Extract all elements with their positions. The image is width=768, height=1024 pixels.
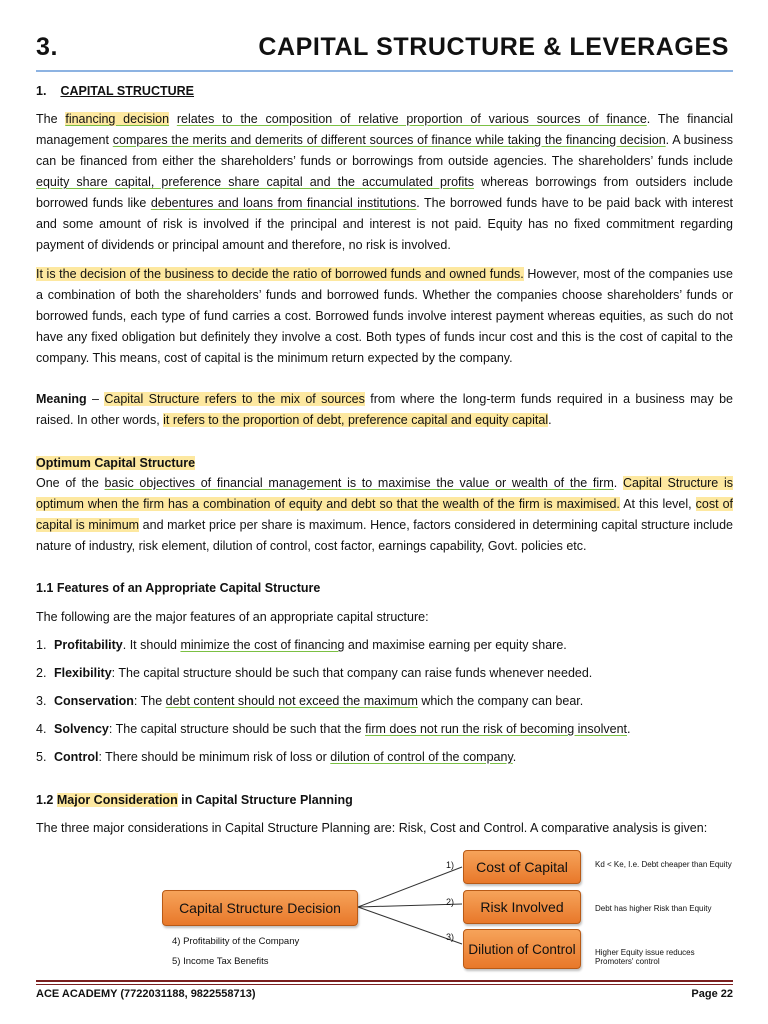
underlined-text: firm does not run the risk of becoming insolvent [365, 722, 627, 736]
branch-note: Debt has higher Risk than Equity [595, 904, 712, 913]
highlight: financing decision [65, 112, 170, 126]
text: . [613, 476, 623, 490]
text: The [36, 112, 66, 126]
feature-item [36, 694, 733, 708]
item-label: Conservation [54, 694, 134, 708]
item-number: 3. [36, 694, 47, 708]
text: . [512, 750, 517, 764]
capital-structure-decision-box: Capital Structure Decision [162, 890, 358, 926]
income-tax-note: 5) Income Tax Benefits [172, 956, 269, 967]
paragraph-financing-decision [36, 109, 733, 256]
section-number: 1. [36, 84, 47, 98]
text: : The capital structure should be such that the [108, 722, 366, 736]
branch-number: 2) [446, 897, 455, 907]
highlight: It is the decision of the business to decide the ratio of borrowed funds and owned funds. [36, 267, 524, 281]
branch-number: 1) [446, 860, 455, 870]
dilution-of-control-box: Dilution of Control [463, 929, 581, 969]
paragraph-meaning [36, 389, 733, 431]
highlight: Capital Structure is optimum when the firm has a combination of equity and debt so that the wealth of the firm is maximised. [36, 476, 733, 511]
highlight: it refers to the proportion of debt, preference capital and equity capital [163, 413, 549, 427]
underlined-text: minimize the cost of financing [180, 638, 345, 652]
feature-item [36, 638, 733, 652]
optimum-heading [36, 456, 195, 470]
underlined-text: basic objectives of financial management is to maximise the value or wealth of the firm [104, 476, 614, 490]
item-label: Control [54, 750, 99, 764]
underlined-text: debt content should not exceed the maximum [165, 694, 418, 708]
branch-note: Kd < Ke, I.e. Debt cheaper than Equity [595, 860, 732, 869]
text: . The financial management [36, 112, 734, 147]
feature-item [36, 750, 733, 764]
risk-involved-box: Risk Involved [463, 890, 581, 924]
feature-item [36, 722, 733, 736]
profitability-note: 4) Profitability of the Company [172, 936, 300, 947]
item-label: Profitability [54, 638, 123, 652]
text: 1.2 [36, 793, 57, 807]
branch-number: 3) [446, 932, 455, 942]
text: . [627, 722, 631, 736]
item-number: 5. [36, 750, 47, 764]
highlight: Capital Structure refers to the mix of sources [104, 392, 365, 406]
highlight: cost of capital is minimum [36, 497, 733, 532]
footer-page-number: Page 22 [691, 988, 733, 1000]
footer-rule [36, 984, 733, 985]
cost-of-capital-box: Cost of Capital [463, 850, 581, 884]
item-label: Solvency [54, 722, 109, 736]
section-heading [36, 84, 194, 98]
footer-rule [36, 980, 733, 982]
text: and market price per share is maximum. Hence, factors considered in determining capital structure include nature of industry, risk element, dilution of control, cost factor, earnings capability, Govt. policies etc. [36, 518, 733, 553]
considerations-intro: The three major considerations in Capital Structure Planning are: Risk, Cost and Control. A comparative analysis is given: [36, 821, 708, 835]
meaning-label: Meaning [36, 392, 87, 406]
text: which the company can bear. [417, 694, 584, 708]
highlight: Major Consideration [56, 793, 178, 807]
highlight: Optimum Capital Structure [36, 456, 196, 470]
section-title: CAPITAL STRUCTURE [60, 84, 195, 98]
text: from where the long-term funds required in a business may be raised. In other words, [36, 392, 733, 427]
branch-note: Higher Equity issue reduces Promoters' control [595, 948, 695, 966]
text: – [86, 392, 105, 406]
item-label: Flexibility [54, 666, 112, 680]
text: At this level, [619, 497, 696, 511]
features-heading: 1.1 Features of an Appropriate Capital Structure [36, 581, 321, 595]
underlined-text: dilution of control of the company [330, 750, 513, 764]
text [169, 112, 177, 126]
underlined-text: equity share capital, preference share capital and the accumulated profits [36, 175, 475, 189]
text: whereas borrowings from outsiders include borrowed funds like [36, 175, 733, 210]
text: However, most of the companies use a combination of both the shareholders’ funds and borrowed funds. Whether the companies choose shareholders’ funds or borrowed funds, each type of fund carries a cost. Borrowed funds involve interest payment whereas equities, as such do not have any fixed obligation but definitely they involve a cost. Both types of funds incur cost and this is the cost of capital to the company. This means, cost of capital is the minimum return expected by the company. [36, 267, 733, 365]
page-title [36, 30, 733, 72]
item-number: 2. [36, 666, 47, 680]
text: One of the [36, 476, 105, 490]
text: in Capital Structure Planning [177, 793, 353, 807]
text: : There should be minimum risk of loss or [98, 750, 331, 764]
chapter-title: CAPITAL STRUCTURE & LEVERAGES [258, 33, 729, 61]
paragraph-ratio-decision [36, 264, 733, 369]
text: : The [133, 694, 166, 708]
text: and maximise earning per equity share. [344, 638, 567, 652]
text: : The capital structure should be such that company can raise funds whenever needed. [111, 666, 593, 680]
underlined-text: compares the merits and demerits of different sources of finance while taking the financing decision [112, 133, 666, 147]
text: . [548, 413, 552, 427]
underlined-text: debentures and loans from financial institutions [150, 196, 417, 210]
paragraph-optimum [36, 473, 733, 557]
underlined-text: relates to the composition of relative proportion of various sources of finance [176, 112, 647, 126]
capital-structure-diagram [36, 850, 733, 980]
footer-academy: ACE ACADEMY (7722031188, 9822558713) [36, 988, 256, 1000]
text: . It should [122, 638, 181, 652]
text: . A business can be financed from either the shareholders’ funds or borrowings from outside agencies. The shareholders’ funds include [36, 133, 733, 168]
item-number: 1. [36, 638, 47, 652]
considerations-heading [36, 793, 353, 807]
feature-item [36, 666, 733, 680]
text: . The borrowed funds have to be paid back with interest and some amount of risk is involved if the principal and interest is not paid. Equity has no fixed commitment regarding payment of dividends or principal amount and therefore, no risk is involved. [36, 196, 733, 252]
item-number: 4. [36, 722, 47, 736]
chapter-number: 3. [36, 33, 59, 61]
features-intro: The following are the major features of an appropriate capital structure: [36, 610, 429, 624]
